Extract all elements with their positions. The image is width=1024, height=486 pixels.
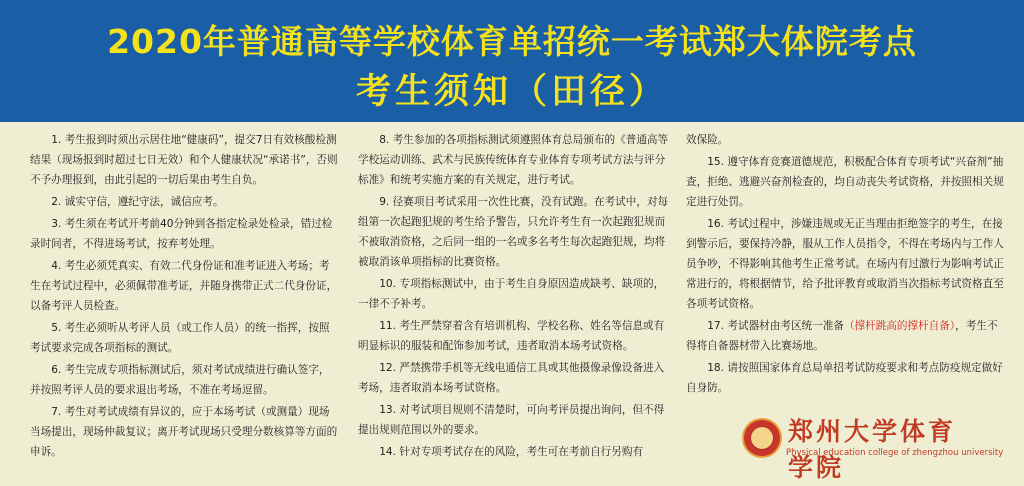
rule-item-17-text-end: ，考生不得将自备器材带入比赛场地。 bbox=[686, 320, 998, 352]
rule-item-18: 18. 请按照国家体育总局单招考试防疫要求和考点防疫规定做好自身防。 bbox=[686, 362, 1003, 394]
rule-item-13: 13. 对考试项目规则不清楚时，可向考评员提出询问，但不得提出规则范围以外的要求。 bbox=[358, 404, 665, 436]
rule-item-15: 15. 遵守体育竞赛道德规范，积极配合体育专项考试“兴奋剂”抽查，拒绝、逃避兴奋剂检查的，均自动丧失考试资格，并按照相关规定进行处罚。 bbox=[686, 156, 1004, 208]
school-logo bbox=[742, 412, 1004, 482]
rule-item-17-text: 17. 考试器材由考区统一准备 bbox=[707, 320, 844, 332]
school-name-cn: 郑州大学体育学院 bbox=[788, 417, 957, 482]
column-3 bbox=[686, 130, 1004, 400]
column-2 bbox=[358, 130, 672, 464]
rule-item-17-highlight: （撑杆跳高的撑杆自备） bbox=[843, 320, 956, 332]
rule-item-10: 10. 专项指标测试中，由于考生自身原因造成缺考、缺项的，一律不予补考。 bbox=[358, 278, 665, 310]
rule-item-12: 12. 严禁携带手机等无线电通信工具或其他摄像录像设备进入考场，违者取消本场考试资格。 bbox=[358, 362, 665, 394]
rule-item-16: 16. 考试过程中，涉嫌违规或无正当理由拒绝签字的考生，在接到警示后，要保持冷静，服从工作人员指令，不得在考场内与工作人员争吵，不得影响其他考生正常考试。在场内有过激行为影响考试正常进行的，将根据情节，给予批评教育或取消当次指标考试资格直至各项考试资格。 bbox=[686, 218, 1004, 310]
rule-item-14-continued: 效保险。 bbox=[686, 134, 729, 146]
school-seal-icon bbox=[742, 418, 782, 458]
rule-item-6: 6. 考生完成专项指标测试后，须对考试成绩进行确认签字，并按照考评人员的要求退出考场，不准在考场逗留。 bbox=[30, 364, 330, 396]
main-title: 2020年普通高等学校体育单招统一考试郑大体院考点 bbox=[107, 22, 917, 61]
rule-item-17 bbox=[686, 316, 1004, 356]
sub-title: 考生须知（田径） bbox=[355, 72, 668, 112]
rule-item-11: 11. 考生严禁穿着含有培训机构、学校名称、姓名等信息或有明显标识的服装和配饰参加考试，违者取消本场考试资格。 bbox=[358, 320, 665, 352]
rule-item-7: 7. 考生对考试成绩有异议的，应于本场考试（或测量）现场当场提出，现场仲裁复议；离开考试现场只受理分数核算等方面的申诉。 bbox=[30, 406, 338, 458]
rule-item-1: 1. 考生报到时须出示居住地“健康码”，提交7日有效核酸检测结果（现场报到时超过七日无效）和个人健康状况“承诺书”，否则不予办理报到，由此引起的一切后果由考生自负。 bbox=[30, 134, 338, 186]
rule-item-5: 5. 考生必须听从考评人员（或工作人员）的统一指挥，按照考试要求完成各项指标的测试。 bbox=[30, 322, 330, 354]
rule-item-4: 4. 考生必须凭真实、有效二代身份证和准考证进入考场；考生在考试过程中，必须佩带准考证，并随身携带正式二代身份证，以备考评人员检查。 bbox=[30, 260, 338, 312]
header-banner bbox=[0, 0, 1024, 122]
rule-item-3: 3. 考生须在考试开考前40分钟到各指定检录处检录，错过检录时间者，不得进场考试，按弃考处理。 bbox=[30, 218, 333, 250]
rule-item-8: 8. 考生参加的各项指标测试须遵照体育总局颁布的《普通高等学校运动训练、武术与民族传统体育专业体育专项考试方法与评分标准》和统考实施方案的有关规定，进行考试。 bbox=[358, 134, 669, 186]
column-1 bbox=[30, 130, 340, 464]
rule-item-2: 2. 诚实守信，遵纪守法，诚信应考。 bbox=[51, 196, 224, 208]
school-name-en: Physical education college of zhengzhou university bbox=[786, 448, 1004, 458]
rule-item-9: 9. 径赛项目考试采用一次性比赛，没有试跑。在考试中，对每组第一次起跑犯规的考生给予警告，只允许考生有一次起跑犯规而不被取消资格，之后同一组的一名或多名考生每次起跑犯规，均将被取消该单项指标的比赛资格。 bbox=[358, 196, 669, 268]
rule-item-14: 14. 针对专项考试存在的风险，考生可在考前自行另购有 bbox=[379, 446, 644, 458]
